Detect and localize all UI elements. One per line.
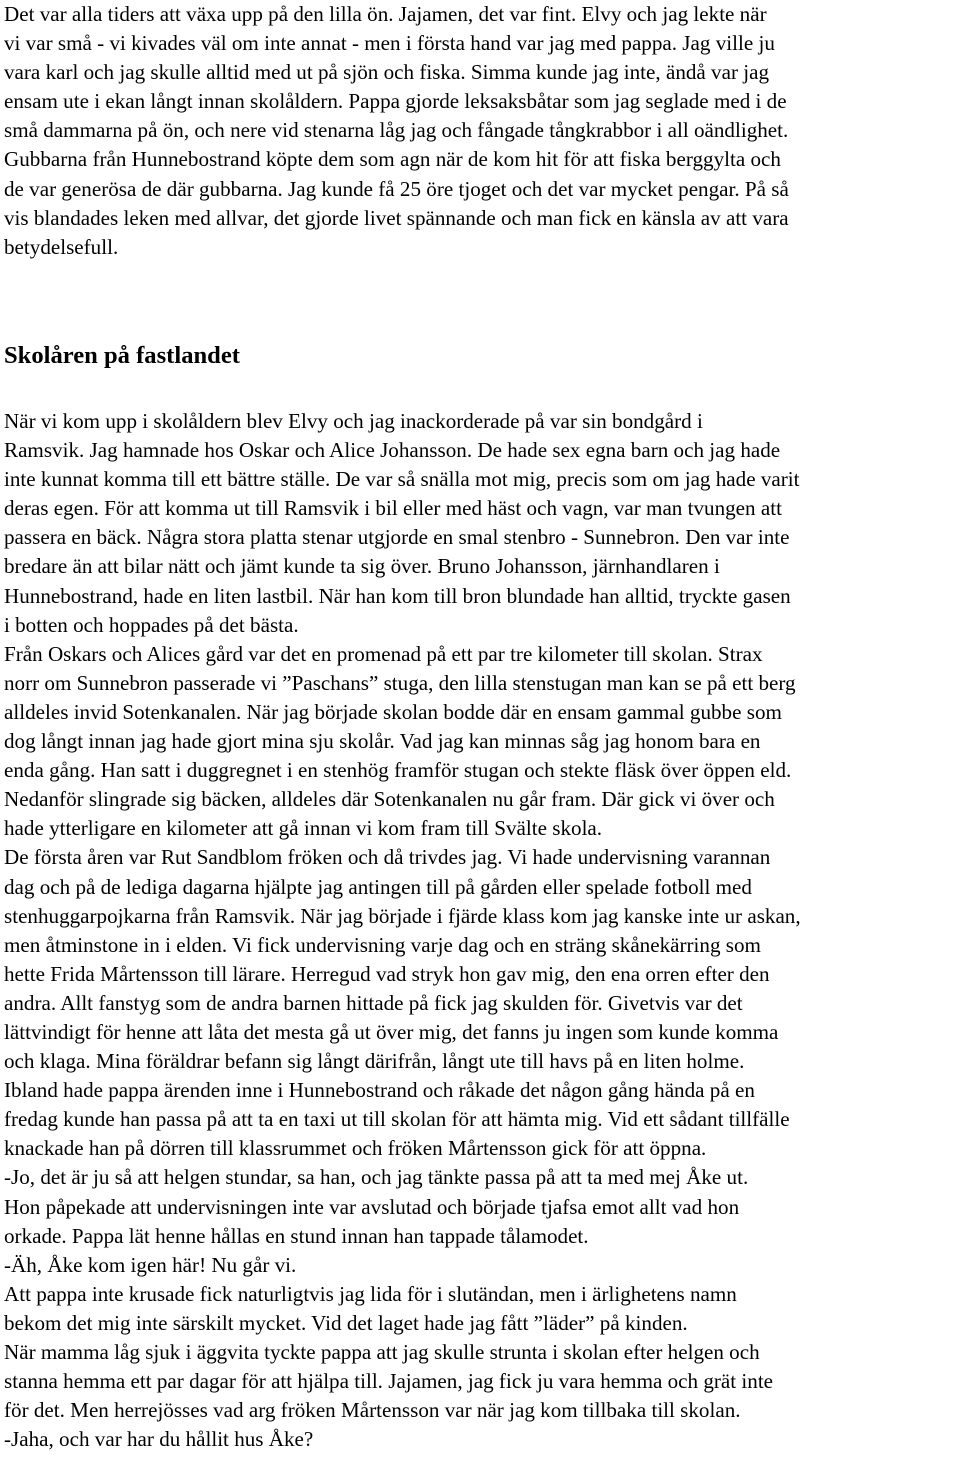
section-body: När vi kom upp i skolåldern blev Elvy och jag inackorderade på var sin bondgård i Ramsvik. Jag hamnade hos Oskar och Alice Johansson. De hade sex egna barn och jag hade inte kunnat komma till ett bättre ställe. De var så snälla mot mig, precis som om jag hade varit deras egen. För att komma ut till Ramsvik i bil eller med häst och vagn, var man tvungen att passera en bäck. Några stora platta stenar utgjorde en smal stenbro - Sunnebron. Den var inte bredare än att bilar nätt och jämt kunde ta sig över. Bruno Johansson, järnhandlaren i Hunnebostrand, hade en liten lastbil. När han kom till bron blundade han alltid, tryckte gasen i botten och hoppades på det bästa. Från Oskars och Alices gård var det en promenad på ett par tre kilometer till skolan. Strax norr om Sunnebron passerade vi ”Paschans” stuga, den lilla stenstugan man kan se på ett berg alldeles invid Sotenkanalen. När jag började skolan bodde där en ensam gammal gubbe som dog långt innan jag hade gjort mina sju skolår. Vad jag kan minnas såg jag honom bara en enda gång. Han satt i duggregnet i en stenhög framför stugan och stekte fläsk över öppen eld. Nedanför slingrade sig bäcken, alldeles där Sotenkanalen nu går fram. Där gick vi över och hade ytterligare en kilometer att gå innan vi kom fram till Svälte skola. De första åren var Rut Sandblom fröken och då trivdes jag. Vi hade undervisning varannan dag och på de lediga dagarna hjälpte jag antingen till på gården eller spelade fotboll med stenhuggarpojkarna från Ramsvik. När jag började i fjärde klass kom jag kanske inte ur askan, men åtminstone in i elden. Vi fick undervisning varje dag och en sträng skånekärring som hette Frida Mårtensson till lärare. Herregud vad stryk hon gav mig, den ena orren efter den andra. Allt fanstyg som de andra barnen hittade på fick jag skulden för. Givetvis var det lättvindigt för henne att låta det mesta gå ut över mig, det fanns ju ingen som kunde komma och klaga. Mina föräldrar befann sig långt därifrån, långt ute till havs på en liten holme. Ibland hade pappa ärenden inne i Hunnebostrand och råkade det någon gång hända på en fredag kunde han passa på att ta en taxi ut till skolan för att hämta mig. Vid ett sådant tillfälle knackade han på dörren till klassrummet och fröken Mårtensson gick för att öppna. -Jo, det är ju så att helgen stundar, sa han, och jag tänkte passa på att ta med mej Åke ut. Hon påpekade att undervisningen inte var avslutad och började tjafsa emot allt vad hon orkade. Pappa lät henne hållas en stund innan han tappade tålamodet. -Äh, Åke kom igen här! Nu går vi. Att pappa inte krusade fick naturligtvis jag lida för i slutändan, men i ärlighetens namn bekom det mig inte särskilt mycket. Vid det laget hade jag fått ”läder” på kinden. När mamma låg sjuk i äggvita tyckte pappa att jag skulle strunta i skolan efter helgen och stanna hemma ett par dagar för att hjälpa till. Jajamen, jag fick ju vara hemma och grät inte för det. Men herrejösses vad arg fröken Mårtensson var när jag kom tillbaka till skolan. -Jaha, och var har du hållit hus Åke?	[4, 409, 801, 1452]
intro-paragraph: Det var alla tiders att växa upp på den lilla ön. Jajamen, det var fint. Elvy och jag lekte när vi var små - vi kivades väl om inte annat - men i första hand var jag med pappa. Jag ville ju vara karl och jag skulle alltid med ut på sjön och fiska. Simma kunde jag inte, ändå var jag ensam ute i ekan långt innan skolåldern. Pappa gjorde leksaksbåtar som jag seglade med i de små dammarna på ön, och nere vid stenarna låg jag och fångade tångkrabbor i all oändlighet. Gubbarna från Hunnebostrand köpte dem som agn när de kom hit för att fiska berggylta och de var generösa de där gubbarna. Jag kunde få 25 öre tjoget och det var mycket pengar. På så vis blandades leken med allvar, det gjorde livet spännande och man fick en känsla av att vara betydelsefull.	[4, 2, 789, 259]
section-heading: Skolåren på fastlandet	[4, 342, 240, 369]
